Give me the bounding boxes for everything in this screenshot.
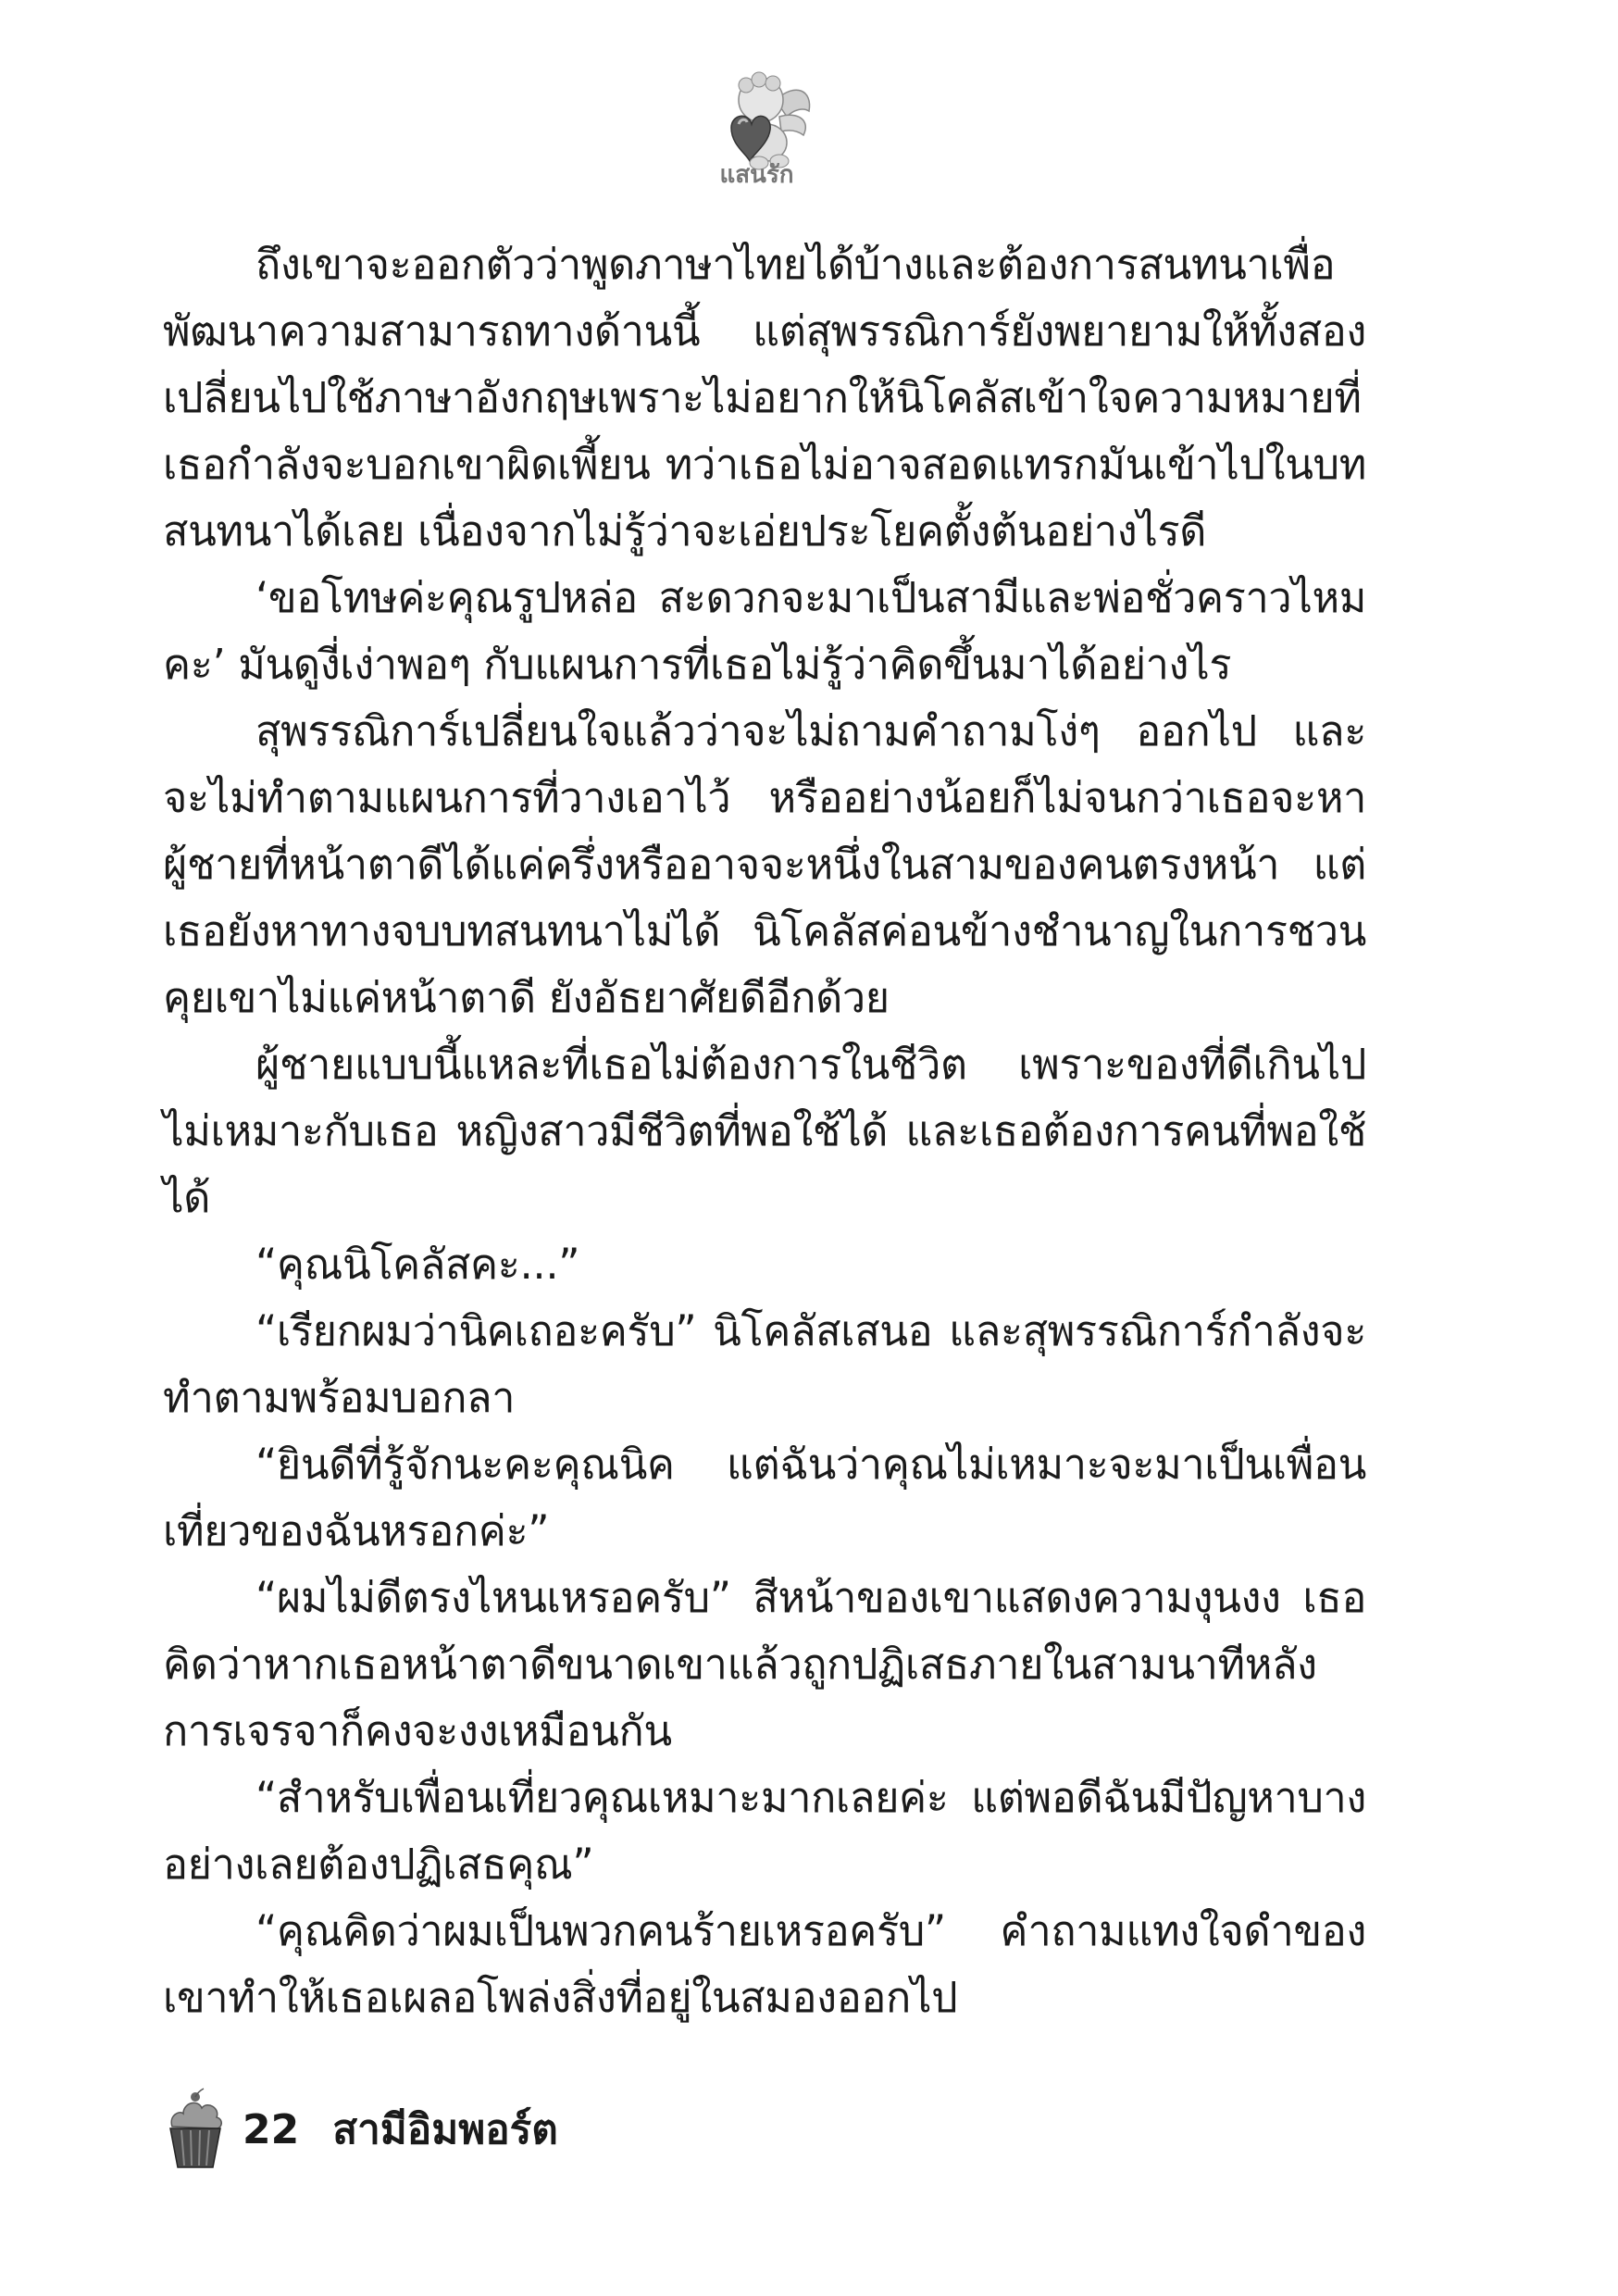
page-body [163,231,1366,2031]
paragraph: ถึงเขาจะออกตัวว่าพูดภาษาไทยได้บ้างและต้องการสนทนาเพื่อพัฒนาความสามารถทางด้านนี้ แต่สุพรรณิการ์ยังพยายามให้ทั้งสองเปลี่ยนไปใช้ภาษาอังกฤษเพราะไม่อยากให้นิโคลัสเข้าใจความหมายที่เธอกำลังจะบอกเขาผิดเพี้ยน ทว่าเธอไม่อาจสอดแทรกมันเข้าไปในบทสนทนาได้เลย เนื่องจากไม่รู้ว่าจะเอ่ยประโยคตั้งต้นอย่างไรดี [163,240,1366,555]
paragraph: ‘ขอโทษค่ะคุณรูปหล่อ สะดวกจะมาเป็นสามีและพ่อชั่วคราวไหมคะ’ มันดูงี่เง่าพอๆ กับแผนการที่เธอไม่รู้ว่าคิดขึ้นมาได้อย่างไร [163,573,1366,689]
paragraph: สุพรรณิการ์เปลี่ยนใจแล้วว่าจะไม่ถามคำถามโง่ๆ ออกไป และจะไม่ทำตามแผนการที่วางเอาไว้ หรืออย่างน้อยก็ไม่จนกว่าเธอจะหาผู้ชายที่หน้าตาดีได้แค่ครึ่งหรืออาจจะหนึ่งในสามของคนตรงหน้า แต่เธอยังหาทางจบบทสนทนาไม่ได้ นิโคลัสค่อนข้างชำนาญในการชวนคุยเขาไม่แค่หน้าตาดี ยังอัธยาศัยดีอีกด้วย [163,706,1366,1022]
paragraph: “เรียกผมว่านิคเถอะครับ” นิโคลัสเสนอ และสุพรรณิการ์กำลังจะทำตามพร้อมบอกลา [163,1306,1366,1422]
page-footer [163,2088,558,2171]
paragraph: “ผมไม่ดีตรงไหนเหรอครับ” สีหน้าของเขาแสดงความงุนงง เธอคิดว่าหากเธอหน้าตาดีขนาดเขาแล้วถูกปฏิเสธภายในสามนาทีหลังการเจรจาก็คงจะงงเหมือนกัน [163,1573,1366,1755]
page-number: 22 [243,2105,300,2153]
book-title: สามีอิมพอร์ต [332,2106,558,2153]
paragraph: ผู้ชายแบบนี้แหละที่เธอไม่ต้องการในชีวิต เพราะของที่ดีเกินไปไม่เหมาะกับเธอ หญิงสาวมีชีวิตที่พอใช้ได้ และเธอต้องการคนที่พอใช้ได้ [163,1040,1366,1222]
paragraph: “คุณคิดว่าผมเป็นพวกคนร้ายเหรอครับ” คำถามแทงใจดำของเขาทำให้เธอเผลอโพล่งสิ่งที่อยู่ในสมองออกไป [163,1906,1366,2022]
paragraph: “ยินดีที่รู้จักนะคะคุณนิค แต่ฉันว่าคุณไม่เหมาะจะมาเป็นเพื่อนเที่ยวของฉันหรอกค่ะ” [163,1440,1366,1555]
cupcake-icon [163,2088,228,2171]
logo-wordmark: แสนรัก [719,161,794,189]
paragraph: “คุณนิโคลัสคะ...” [255,1240,580,1289]
paragraph: “สำหรับเพื่อนเที่ยวคุณเหมาะมากเลยค่ะ แต่พอดีฉันมีปัญหาบางอย่างเลยต้องปฏิเสธคุณ” [163,1773,1366,1889]
